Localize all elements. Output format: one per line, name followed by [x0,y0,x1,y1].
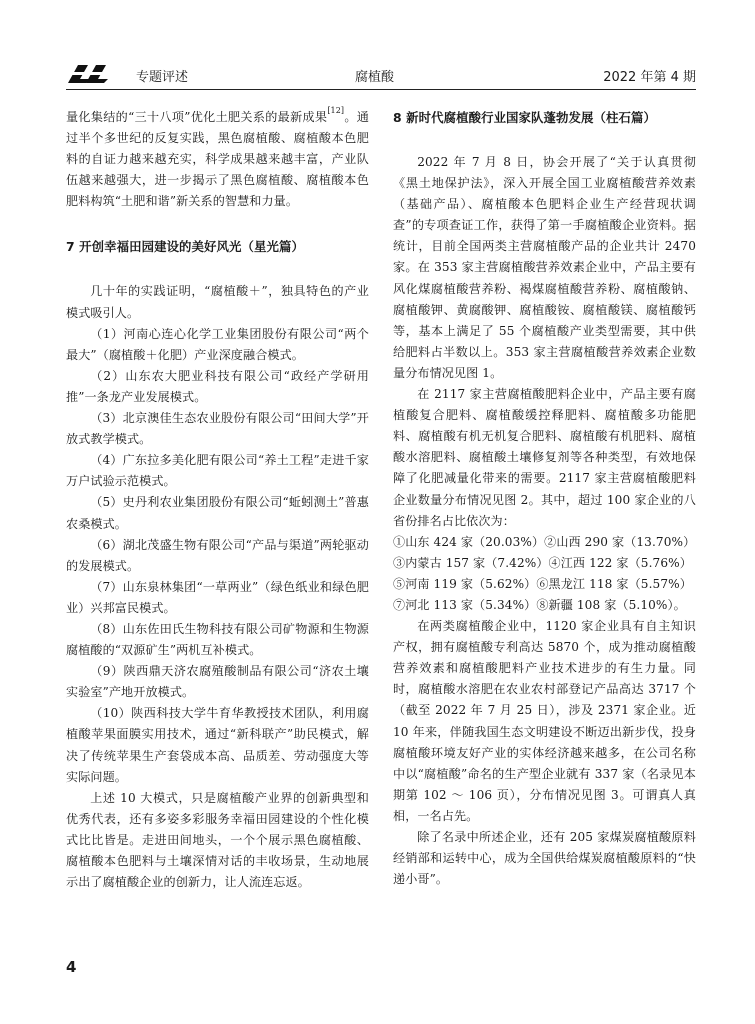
section-8-paragraph-2: 在 2117 家主营腐植酸肥料企业中，产品主要有腐植酸复合肥料、腐植酸缓控释肥料、腐植酸多功能肥料、腐植酸有机无机复合肥料、腐植酸有机肥料、腐植酸水溶肥料、腐植酸土壤修复剂等各种类型，有效地保障了化肥减量化带来的需要。2117 家主营腐植酸肥料企业数量分布情况见图 2。其中，超过 100 家企业的八省份排名占比依次为： [393,387,696,528]
mode-item: （8）山东佐田氏生物科技有限公司矿物源和生物源腐植酸的“双源矿生”两机互补模式。 [66,621,369,658]
mode-item: （10）陕西科技大学牛育华教授技术团队，利用腐植酸苹果面膜实用技术，通过“新科联产”助民模式，解决了传统苹果生产套袋成本高、品质差、劳动强度大等实际问题。 [66,706,369,784]
mode-item: （1）河南心连心化学工业集团股份有限公司“两个最大”（腐植酸＋化肥）产业深度融合模式。 [66,326,369,362]
journal-logo-icon [66,63,116,85]
header-rule [66,89,696,90]
left-column [66,107,369,893]
right-column [393,107,696,890]
mode-item: （7）山东泉林集团“一草两业”（绿色纸业和绿色肥业）兴邦富民模式。 [66,579,369,615]
section-8-paragraph-3: 在两类腐植酸企业中，1120 家企业具有自主知识产权，拥有腐植酸专利高达 5870 个，成为推动腐植酸营养效素和腐植酸肥料产业技术进步的有生力量。同时，腐植酸水溶肥在农业农村部登记产品高达 3717 个（截至 2022 年 7 月 25 日），涉及 2371 家企业。近 10 年来，伴随我国生态文明建设不断迈出新步伐，投身腐植酸环境友好产业的实体经济越来越多，在公司名称中以“腐植酸”命名的生产型企业就有 337 家（名录见本期第 102 ～ 106 页），分布情况见图 3。可谓真人真相，一名占先。 [393,619,696,823]
page-number: 4 [66,958,77,976]
section-8-paragraph-4: 除了名录中所述企业，还有 205 家煤炭腐植酸原料经销部和运转中心，成为全国供给煤炭腐植酸原料的“快递小哥”。 [393,830,696,887]
header-issue: 2022 年第 4 期 [603,70,696,85]
province-ranking-line: ③内蒙古 157 家（7.42%）④江西 122 家（5.76%） [393,555,692,570]
province-ranking-line: ①山东 424 家（20.03%）②山西 290 家（13.70%） [393,534,696,549]
page-header [66,61,696,87]
section-7-heading: 7 开创幸福田园建设的美好风光（星光篇） [66,239,304,255]
reference-marker: [12] [327,106,345,115]
mode-item: （4）广东拉多美化肥有限公司“养土工程”走进千家万户试验示范模式。 [66,453,369,489]
section-8-paragraph-1: 2022 年 7 月 8 日，协会开展了“关于认真贯彻《黑土地保护法》，深入开展全国工业腐植酸营养效素（基础产品）、腐植酸本色肥料企业生产经营现状调查”的专项查证工作，获得了第一手腐植酸企业资料。据统计，目前全国两类主营腐植酸产品的企业共计 2470 家。在 353 家主营腐植酸营养效素企业中，产品主要有风化煤腐植酸营养粉、褐煤腐植酸营养粉、腐植酸钠、腐植酸钾、黄腐酸钾、腐植酸铵、腐植酸镁、腐植酸钙等，基本上满足了 55 个腐植酸产业类型需要，其中供给肥料占半数以上。353 家主营腐植酸营养效素企业数量分布情况见图 1。 [393,155,696,380]
mode-item: （5）史丹利农业集团股份有限公司“蚯蚓测土”普惠农桑模式。 [66,495,369,531]
section-7-closing: 上述 10 大模式，只是腐植酸产业界的创新典型和优秀代表，还有多姿多彩服务幸福田园建设的个性化模式比比皆是。走进田间地头，一个个展示黑色腐植酸、腐植酸本色肥料与土壤深情对话的丰收场景，生动地展示出了腐植酸企业的创新力，让人流连忘返。 [66,790,369,890]
province-ranking-line: ⑤河南 119 家（5.62%）⑥黑龙江 118 家（5.57%） [393,576,692,591]
mode-item: （6）湖北茂盛生物有限公司“产品与渠道”两轮驱动的发展模式。 [66,537,369,573]
mode-item: （3）北京澳佳生态农业股份有限公司“田间大学”开放式教学模式。 [66,411,369,447]
section-8-heading: 8 新时代腐植酸行业国家队蓬勃发展（柱石篇） [393,110,656,125]
continued-text-1: 量化集结的“三十八项”优化土肥关系的最新成果 [66,110,328,124]
header-section-label: 专题评述 [136,70,189,85]
header-journal-title: 腐植酸 [355,70,395,85]
province-ranking-line: ⑦河北 113 家（5.34%）⑧新疆 108 家（5.10%）。 [393,597,686,612]
continued-text-2: 。通过半个多世纪的反复实践，黑色腐植酸、腐植酸本色肥料的自证力越来越充实，科学成果越来越丰富，产业队伍越来越强大，进一步揭示了黑色腐植酸、腐植酸本色肥料构筑“土肥和谐”新关系的智慧和力量。 [66,110,369,209]
mode-item: （9）陕西鼎天济农腐殖酸制品有限公司“济农土壤实验室”产地开放模式。 [66,664,369,700]
mode-item: （2）山东农大肥业科技有限公司“政经产学研用推”一条龙产业发展模式。 [66,368,369,404]
section-7-intro: 几十年的实践证明，“腐植酸＋”，独具特色的产业模式吸引人。 [66,284,369,320]
continued-paragraph [66,107,369,212]
